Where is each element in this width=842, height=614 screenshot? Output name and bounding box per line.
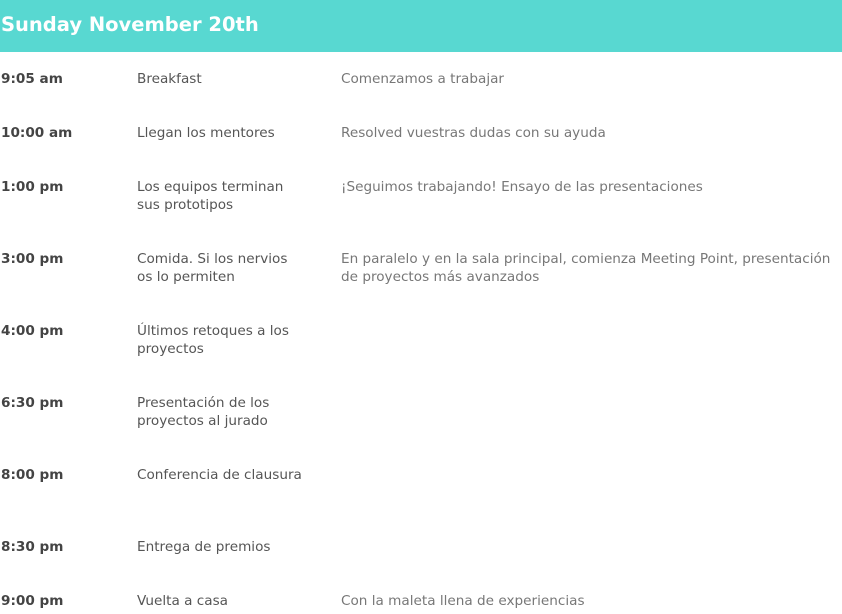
schedule-time: 4:00 pm	[1, 323, 64, 339]
schedule-description: Con la maleta llena de experiencias	[341, 593, 585, 609]
day-title: Sunday November 20th	[1, 13, 259, 36]
schedule-time: 9:00 pm	[1, 593, 64, 609]
schedule-event: Llegan los mentores	[137, 125, 275, 141]
schedule-description: Comenzamos a trabajar	[341, 71, 505, 87]
schedule-event: Últimos retoques a los proyectos	[137, 323, 289, 357]
schedule-event: Los equipos terminan sus prototipos	[137, 179, 284, 213]
schedule-time: 8:00 pm	[1, 467, 64, 483]
schedule-description: En paralelo y en la sala principal, comienza Meeting Point, presentación de proyectos más avanzados	[341, 251, 831, 285]
schedule-description: ¡Seguimos trabajando! Ensayo de las presentaciones	[341, 179, 703, 195]
schedule-time: 10:00 am	[1, 125, 73, 141]
schedule-event: Presentación de los proyectos al jurado	[137, 395, 270, 429]
schedule-event: Breakfast	[137, 71, 202, 87]
schedule-event: Vuelta a casa	[137, 593, 228, 609]
schedule-event: Comida. Si los nervios os lo permiten	[137, 251, 288, 285]
schedule-event: Conferencia de clausura	[137, 467, 302, 483]
schedule-event: Entrega de premios	[137, 539, 271, 555]
schedule-time: 8:30 pm	[1, 539, 64, 555]
schedule-time: 9:05 am	[1, 71, 63, 87]
schedule-time: 1:00 pm	[1, 179, 64, 195]
schedule-time: 6:30 pm	[1, 395, 64, 411]
schedule-description: Resolved vuestras dudas con su ayuda	[341, 125, 606, 141]
day-header	[0, 0, 842, 52]
schedule-time: 3:00 pm	[1, 251, 64, 267]
